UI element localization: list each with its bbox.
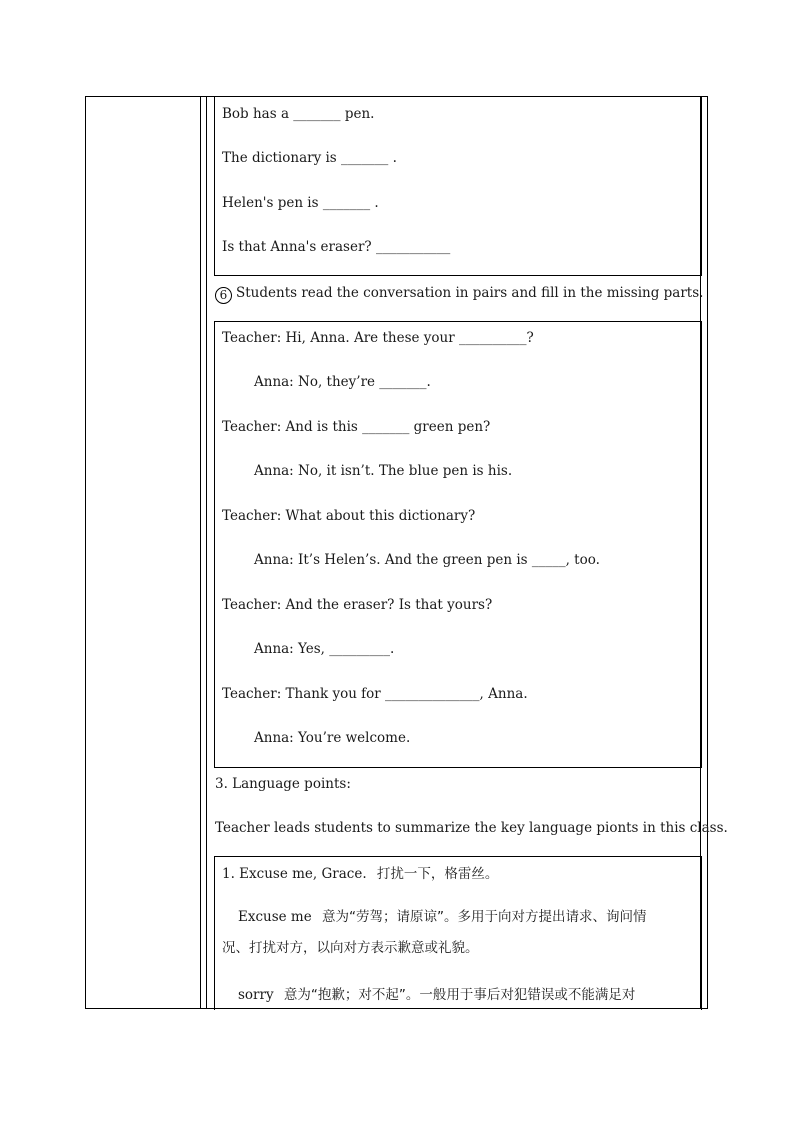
dialogue-line-teacher: Teacher: Hi, Anna. Are these your __________? <box>222 330 534 346</box>
exercise-line: Is that Anna's eraser? ___________ <box>222 239 451 255</box>
note-term: sorry <box>238 987 274 1003</box>
step-number-badge: 6 <box>215 287 232 304</box>
dialogue-line-anna: Anna: It’s Helen’s. And the green pen is _____, too. <box>254 552 600 568</box>
dialogue-line-teacher: Teacher: Thank you for ______________, Anna. <box>222 686 528 702</box>
step-6-instruction <box>215 285 703 304</box>
note-term: Excuse me <box>238 909 312 925</box>
exercise-line: Bob has a _______ pen. <box>222 106 375 122</box>
language-points-heading: 3. Language points: <box>215 776 351 792</box>
dialogue-line-anna: Anna: You’re welcome. <box>254 730 411 746</box>
note-item-1-chinese: 打扰一下，格雷丝。 <box>376 866 499 882</box>
note-item-1 <box>222 866 498 882</box>
note-sorry <box>238 987 635 1003</box>
exercise-line: Helen's pen is _______ . <box>222 195 379 211</box>
dialogue-line-anna: Anna: Yes, _________. <box>254 641 395 657</box>
language-points-intro: Teacher leads students to summarize the key language pionts in this class. <box>215 820 728 836</box>
note-excuse-me <box>238 909 647 925</box>
note-explanation-continued: 况、打扰对方，以向对方表示歉意或礼貌。 <box>222 940 479 956</box>
note-explanation: 意为“抱歉；对不起”。一般用于事后对犯错误或不能满足对 <box>283 987 636 1003</box>
note-item-1-english: 1. Excuse me, Grace. <box>222 866 367 882</box>
dialogue-line-anna: Anna: No, it isn’t. The blue pen is his. <box>254 463 513 479</box>
dialogue-line-teacher: Teacher: What about this dictionary? <box>222 508 476 524</box>
dialogue-line-teacher: Teacher: And the eraser? Is that yours? <box>222 597 493 613</box>
exercise-line: The dictionary is _______ . <box>222 150 397 166</box>
step-6-text: Students read the conversation in pairs and fill in the missing parts. <box>236 285 704 301</box>
table-column-divider <box>206 97 207 1009</box>
note-explanation: 意为“劳驾；请原谅”。多用于向对方提出请求、询问情 <box>322 909 647 925</box>
dialogue-line-anna: Anna: No, they’re _______. <box>254 374 431 390</box>
dialogue-line-teacher: Teacher: And is this _______ green pen? <box>222 419 491 435</box>
table-column-divider <box>200 97 201 1009</box>
